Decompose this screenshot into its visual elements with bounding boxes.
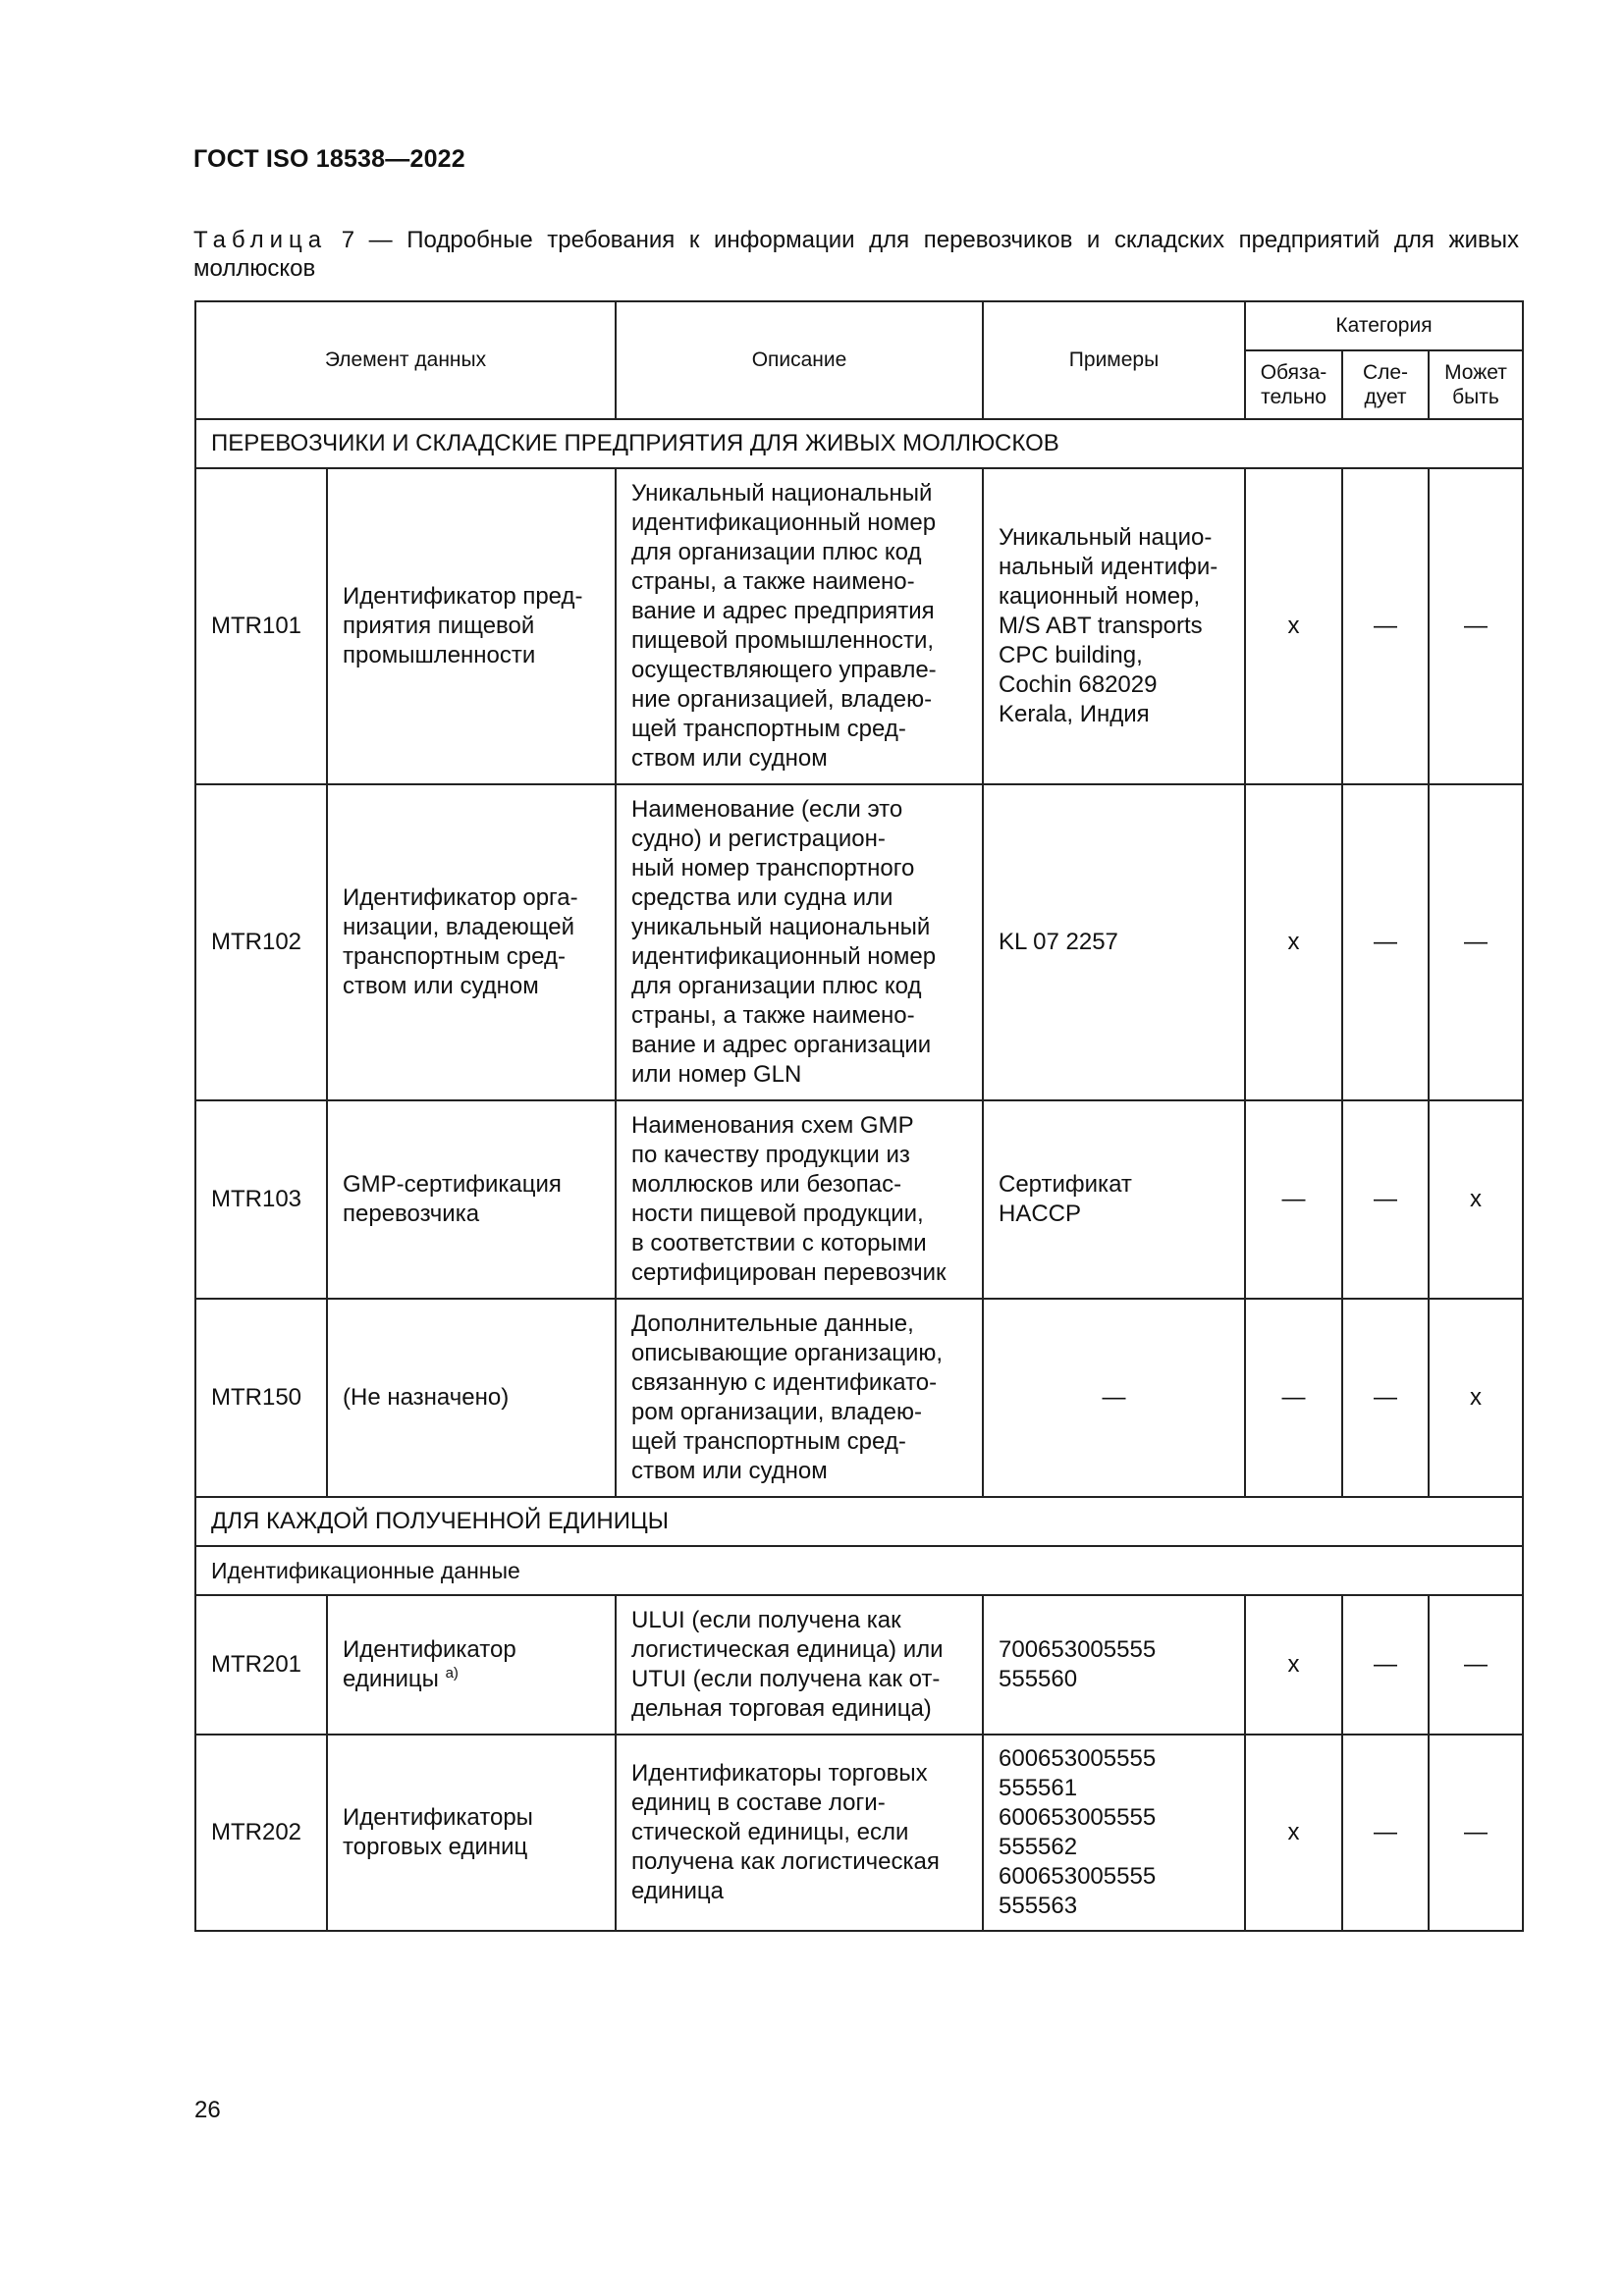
row-name — [327, 1595, 616, 1735]
row-example: 700653005555 555560 — [983, 1595, 1245, 1735]
requirements-table — [194, 300, 1524, 1932]
row-mandatory: x — [1245, 784, 1342, 1100]
header-row-1 — [195, 301, 1523, 350]
row-may: — — [1429, 784, 1523, 1100]
row-code: MTR101 — [195, 468, 327, 784]
section-title: ДЛЯ КАЖДОЙ ПОЛУЧЕННОЙ ЕДИНИЦЫ — [195, 1497, 1523, 1546]
row-mandatory: x — [1245, 1595, 1342, 1735]
row-description: Идентификаторы торговых единиц в составе логи- стической единицы, если получена как логистическая единица — [616, 1735, 983, 1931]
table-caption-label: Таблица — [193, 227, 328, 253]
header-description: Описание — [616, 301, 983, 419]
row-should: — — [1342, 1735, 1429, 1931]
row-description: Уникальный национальный идентификационный номер для организации плюс код страны, а также наимено- вание и адрес предприятия пищевой промышленности, осуществляющего управле- ние организацией, владею- щей транспортным сред- ством или судном — [616, 468, 983, 784]
header-mandatory: Обяза- тельно — [1245, 350, 1342, 419]
row-code: MTR150 — [195, 1299, 327, 1497]
row-mandatory: — — [1245, 1299, 1342, 1497]
table-row — [195, 1735, 1523, 1931]
row-name: Идентификатор орга- низации, владеющей транспортным сред- ством или судном — [327, 784, 616, 1100]
row-should: — — [1342, 1100, 1429, 1299]
header-category: Категория — [1245, 301, 1523, 350]
row-name-footnote: а) — [445, 1665, 459, 1682]
row-description: Наименование (если это судно) и регистрацион- ный номер транспортного средства или судна или уникальный национальный идентификационный номер для организации плюс код страны, а также наимено- вание и адрес организации или номер GLN — [616, 784, 983, 1100]
header-examples: Примеры — [983, 301, 1245, 419]
row-name-text: Идентификатор единицы — [343, 1636, 516, 1692]
header-should: Сле- дует — [1342, 350, 1429, 419]
subsection-title: Идентификационные данные — [195, 1546, 1523, 1595]
row-code: MTR201 — [195, 1595, 327, 1735]
row-may: — — [1429, 468, 1523, 784]
row-may: — — [1429, 1735, 1523, 1931]
subsection-row — [195, 1546, 1523, 1595]
table-row — [195, 1100, 1523, 1299]
row-code: MTR202 — [195, 1735, 327, 1931]
header-element: Элемент данных — [195, 301, 616, 419]
row-may: — — [1429, 1595, 1523, 1735]
row-mandatory: — — [1245, 1100, 1342, 1299]
row-code: MTR103 — [195, 1100, 327, 1299]
row-code: MTR102 — [195, 784, 327, 1100]
document-header: ГОСТ ISO 18538—2022 — [193, 145, 465, 173]
table-caption — [193, 226, 1519, 283]
row-example: KL 07 2257 — [983, 784, 1245, 1100]
row-name: Идентификатор пред- приятия пищевой промышленности — [327, 468, 616, 784]
table-row — [195, 1595, 1523, 1735]
row-may: x — [1429, 1299, 1523, 1497]
row-should: — — [1342, 784, 1429, 1100]
row-description: ULUI (если получена как логистическая единица) или UTUI (если получена как от- дельная торговая единица) — [616, 1595, 983, 1735]
header-may: Может быть — [1429, 350, 1523, 419]
table-row — [195, 784, 1523, 1100]
section-row — [195, 1497, 1523, 1546]
row-mandatory: x — [1245, 1735, 1342, 1931]
section-row — [195, 419, 1523, 468]
row-should: — — [1342, 1595, 1429, 1735]
row-name: Идентификаторы торговых единиц — [327, 1735, 616, 1931]
table-row — [195, 1299, 1523, 1497]
row-name: GMP-сертификация перевозчика — [327, 1100, 616, 1299]
row-example: 600653005555 555561 600653005555 555562 600653005555 555563 — [983, 1735, 1245, 1931]
row-should: — — [1342, 468, 1429, 784]
row-name: (Не назначено) — [327, 1299, 616, 1497]
row-may: x — [1429, 1100, 1523, 1299]
table-row — [195, 468, 1523, 784]
section-title: ПЕРЕВОЗЧИКИ И СКЛАДСКИЕ ПРЕДПРИЯТИЯ ДЛЯ ЖИВЫХ МОЛЛЮСКОВ — [195, 419, 1523, 468]
row-should: — — [1342, 1299, 1429, 1497]
row-example: Сертификат HACCP — [983, 1100, 1245, 1299]
row-example: — — [983, 1299, 1245, 1497]
table-caption-text: 7 — Подробные требования к информации для перевозчиков и складских предприятий для живых моллюсков — [193, 227, 1519, 282]
page-number: 26 — [194, 2097, 221, 2123]
row-example: Уникальный нацио- нальный идентифи- кационный номер, M/S ABT transports CPC building, Cochin 682029 Kerala, Индия — [983, 468, 1245, 784]
row-description: Дополнительные данные, описывающие организацию, связанную с идентификато- ром организации, владею- щей транспортным сред- ством или судном — [616, 1299, 983, 1497]
row-mandatory: x — [1245, 468, 1342, 784]
row-description: Наименования схем GMP по качеству продукции из моллюсков или безопас- ности пищевой продукции, в соответствии с которыми сертифицирован перевозчик — [616, 1100, 983, 1299]
